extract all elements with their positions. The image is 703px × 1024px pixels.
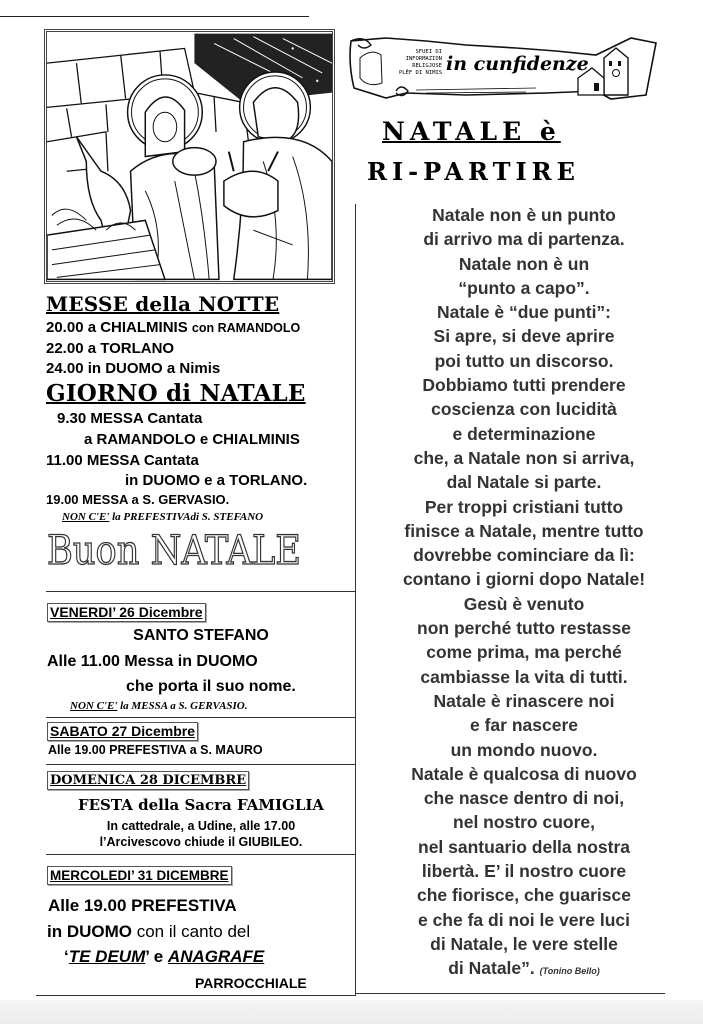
te-deum-text: TE DEUM [68,947,146,966]
christmas-eve-title: MESSE della NOTTE [46,292,280,316]
dec31-line: PARROCCHIALE [195,975,307,991]
masthead-line: PLÊF DI NIMIS [398,70,442,76]
christmas-eve-item: 22.00 a TORLANO [46,340,175,357]
masthead-line: SFUEI DI [415,49,442,55]
christmas-eve-item [46,319,300,336]
christmas-eve-item-suffix: con RAMANDOLO [191,321,301,335]
christmas-eve-item: 24.00 in DUOMO a Nimis [46,360,221,377]
quote-line: di arrivo ma di partenza. [423,229,625,250]
notice-text: la MESSA a S. GERVASIO. [117,700,248,712]
quote-line: Natale è “due punti”: [436,302,612,323]
dec31-location: in DUOMO [47,922,132,941]
quote-line: Per troppi cristiani tutto [424,496,624,517]
top-rule [0,16,309,17]
divider [46,995,356,996]
day-label-dec31: MERCOLEDI’ 31 DICEMBRE [47,866,232,885]
christmas-day-line: a RAMANDOLO e CHIALMINIS [84,431,300,448]
quote-line: Natale è rinascere noi [433,690,615,711]
quote-line: finisce a Natale, mentre tutto [404,520,644,541]
divider [46,854,356,855]
dec28-line: l’Arcivescovo chiude il GIUBILEO. [99,835,303,849]
day-label-dec28: DOMENICA 28 DICEMBRE [47,771,249,790]
quote-line: come prima, ma perché [426,642,622,663]
day-label-dec26: VENERDI’ 26 Dicembre [47,603,206,622]
headline-line-2: RI-PARTIRE [367,157,580,186]
dec26-title: SANTO STEFANO [133,627,269,644]
buon-natale-greeting: Buon NATALE [47,528,301,574]
dec31-line: Alle 19.00 PREFESTIVA [48,896,237,915]
quote-line: e determinazione [452,423,596,444]
quote-line: contano i giorni dopo Natale! [402,569,646,590]
christmas-day-title: GIORNO di NATALE [46,380,306,407]
divider [46,717,356,718]
quote-line: “punto a capo”. [458,277,590,298]
notice-emphasis: NON C'E' [70,700,118,712]
masthead-line: INFORMAZION [405,56,442,62]
christmas-eve-item-text: 20.00 a CHIALMINIS [46,319,188,336]
quote-line: che nasce dentro di noi, [423,788,625,809]
quote-text [358,203,690,956]
masthead-title: in cunfidenze [446,53,589,75]
quote-line: dovrebbe cominciare da lì: [413,545,635,566]
christmas-day-notice [62,511,263,523]
quote-line: poi tutto un discorso. [434,350,614,371]
dec26-line: Alle 11.00 Messa in DUOMO [47,653,258,670]
quote-line: dal Natale si parte. [446,472,602,493]
quote-line: e far nascere [470,715,578,736]
headline-line-1: NATALE è [382,117,561,146]
christmas-day-line: in DUOMO e a TORLANO. [125,472,308,489]
dec26-line: che porta il suo nome. [126,678,296,695]
day-label-dec27: SABATO 27 Dicembre [47,722,198,741]
dec28-line: In cattedrale, a Udine, alle 17.00 [106,819,296,833]
divider [46,764,356,765]
masthead-line: RELIGJOSE [412,63,442,69]
quote-last-line [358,956,690,983]
christmas-day-line: 19.00 MESSA a S. GERVASIO. [46,492,230,507]
quote-line: che, a Natale non si arriva, [413,447,635,468]
page-bottom-edge [0,1000,703,1024]
nativity-scene-icon [47,32,332,281]
notice-text: la PREFESTIVAdi S. STEFANO [109,511,264,523]
quote-line: cambiasse la vita di tutti. [420,666,628,687]
quote-line: Natale è qualcosa di nuovo [411,763,637,784]
quote-closing: di Natale”. [448,958,535,979]
divider [46,591,356,592]
dec31-line [64,947,264,967]
quote-line: nel nostro cuore, [453,812,595,833]
quote-line: un mondo nuovo. [450,739,598,760]
quote-line: di Natale, le vere stelle [430,933,618,954]
quote-line: Dobbiamo tutti prendere [422,375,626,396]
quote-author: (Tonino Bello) [539,966,600,977]
masthead-subtitle [386,49,442,77]
anagrafe-text: ANAGRAFE [167,947,265,966]
dec31-line-rest: con il canto del [132,922,251,941]
nativity-illustration [44,29,335,284]
quote-line: coscienza con lucidità [431,399,617,420]
christmas-day-line: 11.00 MESSA Cantata [46,452,199,469]
dec26-notice [70,700,248,712]
quote-line: Si apre, si deve aprire [433,326,615,347]
dec31-line [47,922,250,942]
christmas-day-line: 9.30 MESSA Cantata [57,410,203,427]
divider [355,993,665,994]
quote-line: nel santuario della nostra [418,836,630,857]
quote-line: e che fa di noi le vere luci [417,909,631,930]
dec28-title: FESTA della Sacra FAMIGLIA [77,796,325,814]
column-separator [355,204,356,995]
quote-line: che fiorisce, che guarisce [417,885,631,906]
masthead-logo [346,33,666,103]
quote-mark: ‘ [64,947,69,966]
quote-line: non perché tutto restasse [417,618,631,639]
dec27-line: Alle 19.00 PREFESTIVA a S. MAURO [48,743,263,757]
quote-line: Natale non è un punto [432,205,616,225]
quote-line: libertà. E’ il nostro cuore [421,861,627,882]
dec31-connector: ’ e [145,947,168,966]
notice-emphasis: NON C'E' [62,511,110,523]
quote-line: Natale non è un [458,253,590,274]
quote-line: Gesù è venuto [463,593,585,614]
